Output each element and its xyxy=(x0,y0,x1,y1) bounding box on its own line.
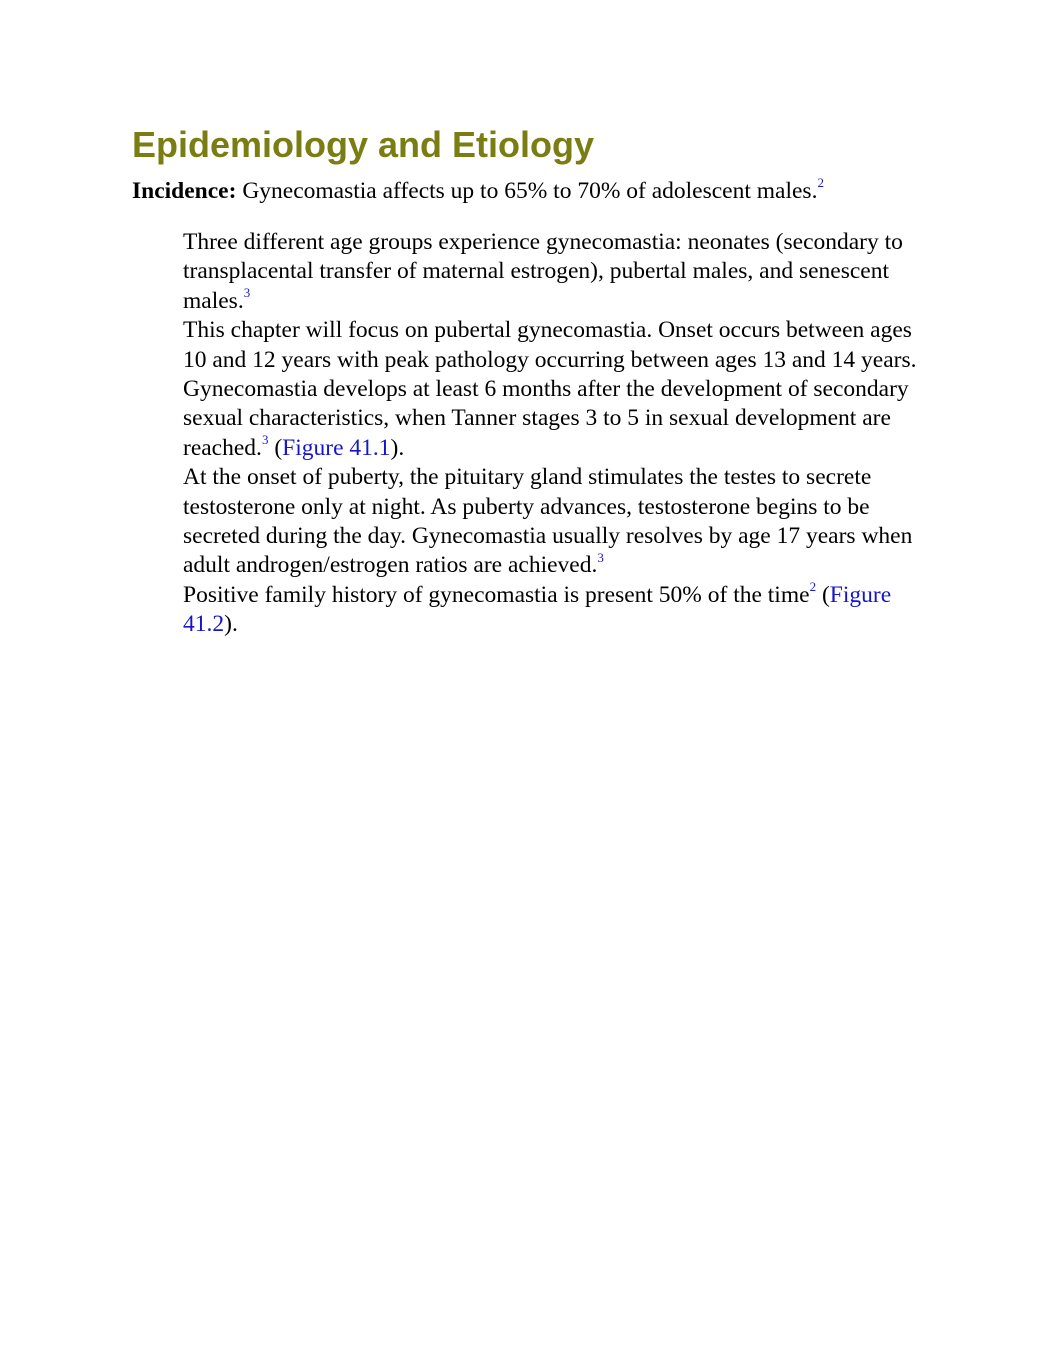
paren-open: ( xyxy=(268,434,283,461)
paren-close: ). xyxy=(224,611,238,638)
reference-superscript[interactable]: 3 xyxy=(261,432,269,448)
paragraph-text: This chapter will focus on pubertal gynecomastia. Onset occurs between ages 10 and 12 years with peak pathology occurring between ages 13 and 14 years. Gynecomastia develops at least 6 months after the development of secondary sexual characteristics, when Tanner stages 3 to 5 in sexual development are reached. xyxy=(183,317,917,461)
paren-close: ). xyxy=(390,434,405,461)
document-page xyxy=(132,124,932,640)
paragraph-text: At the onset of puberty, the pituitary gland stimulates the testes to secrete testosterone only at night. As puberty advances, testosterone begins to be secreted during the day. Gynecomastia usually resolves by age 17 years when adult androgen/estrogen ratios are achieved. xyxy=(183,464,913,579)
reference-superscript[interactable]: 3 xyxy=(597,549,604,565)
reference-superscript[interactable]: 2 xyxy=(809,579,817,595)
reference-superscript[interactable]: 3 xyxy=(243,284,251,300)
paragraph-text: Three different age groups experience gynecomastia: neonates (secondary to transplacental transfer of maternal estrogen), pubertal males, and senescent males. xyxy=(183,229,903,314)
paren-open: ( xyxy=(816,581,830,608)
paragraph-puberty-onset xyxy=(183,463,918,581)
paragraph-age-groups xyxy=(183,228,918,316)
paragraph-text: Positive family history of gynecomastia is present 50% of the time xyxy=(183,581,810,608)
paragraph-family-history xyxy=(183,581,918,640)
paragraph-pubertal-focus xyxy=(183,316,918,463)
indented-block xyxy=(183,228,918,640)
incidence-label: Incidence: xyxy=(132,178,237,204)
incidence-paragraph xyxy=(132,176,932,206)
section-heading: Epidemiology and Etiology xyxy=(132,124,595,165)
reference-superscript[interactable]: 2 xyxy=(817,175,824,191)
incidence-text: Gynecomastia affects up to 65% to 70% of adolescent males. xyxy=(236,178,818,204)
figure-41-1-link[interactable]: Figure 41.1 xyxy=(282,434,391,461)
figure-41-2-link[interactable]: Figure 41.2 xyxy=(183,581,892,638)
